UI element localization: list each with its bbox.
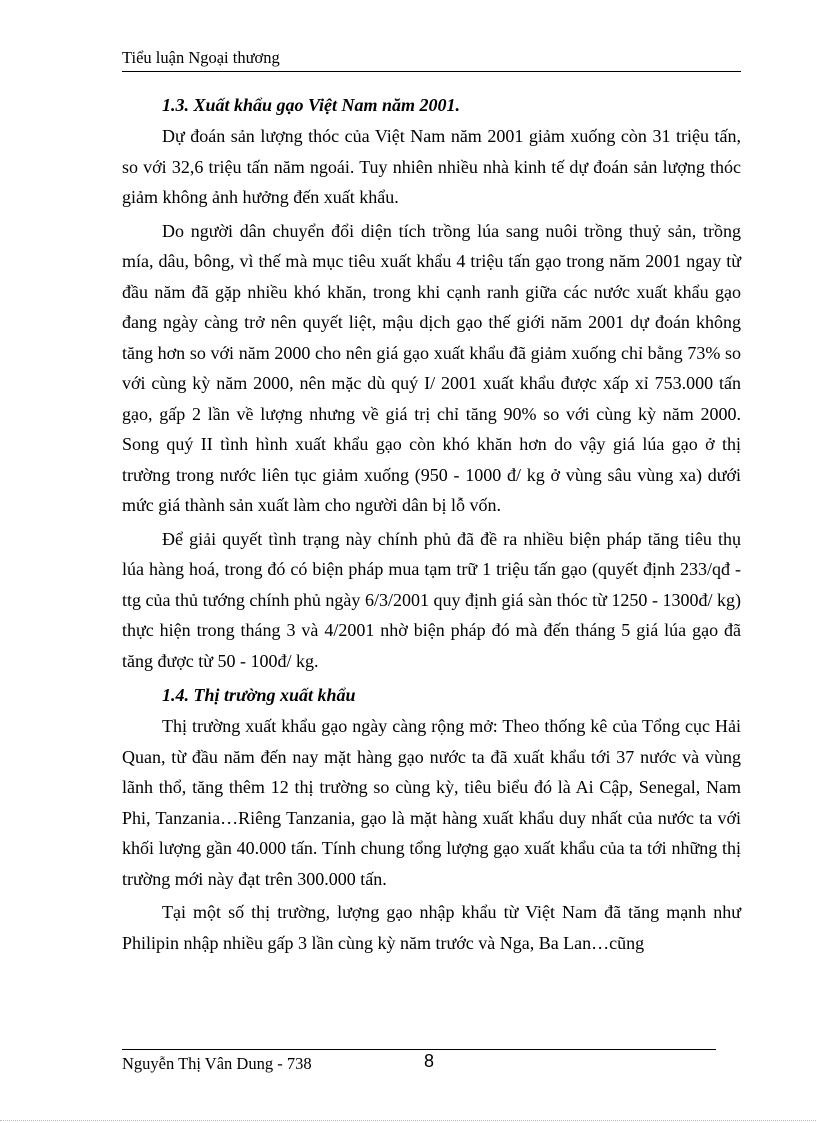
header-title: Tiểu luận Ngoại thương bbox=[122, 48, 280, 67]
section-title: 1.3. Xuất khẩu gạo Việt Nam năm 2001. bbox=[162, 95, 461, 115]
paragraph: Tại một số thị trường, lượng gạo nhập khẩu từ Việt Nam đã tăng mạnh như Philipin nhập nhiều gấp 3 lần cùng kỳ năm trước và Nga, Ba Lan…cũng bbox=[122, 902, 741, 953]
page-content bbox=[122, 89, 741, 961]
footer-author: Nguyễn Thị Vân Dung - 738 bbox=[122, 1054, 312, 1073]
header-rule bbox=[122, 71, 741, 72]
paragraph: Dự đoán sản lượng thóc của Việt Nam năm 2001 giảm xuống còn 31 triệu tấn, so với 32,6 triệu tấn năm ngoái. Tuy nhiên nhiều nhà kinh tế dự đoán sản lượng thóc giảm không ảnh hưởng đến xuất khẩu. bbox=[122, 126, 741, 207]
paragraph: Do người dân chuyển đổi diện tích trồng lúa sang nuôi trồng thuỷ sản, trồng mía, dâu, bông, vì thế mà mục tiêu xuất khẩu 4 triệu tấn gạo trong năm 2001 ngay từ đầu năm đã gặp nhiều khó khăn, trong khi cạnh ranh giữa các nước xuất khẩu gạo đang ngày càng trở nên quyết liệt, mậu dịch gạo thế giới năm 2001 dự đoán không tăng hơn so với năm 2000 cho nên giá gạo xuất khẩu đã giảm xuống chỉ bằng 73% so với cùng kỳ năm 2000, nên mặc dù quý I/ 2001 xuất khẩu được xấp xỉ 753.000 tấn gạo, gấp 2 lần về lượng nhưng về giá trị chỉ tăng 90% so với cùng kỳ năm 2000. Song quý II tình hình xuất khẩu gạo còn khó khăn hơn do vậy giá lúa gạo ở thị trường trong nước liên tục giảm xuống (950 - 1000 đ/ kg ở vùng sâu vùng xa) dưới mức giá thành sản xuất làm cho người dân bị lỗ vốn. bbox=[122, 220, 741, 515]
page-number: 8 bbox=[424, 1051, 435, 1071]
section-title: 1.4. Thị trường xuất khẩu bbox=[162, 685, 356, 705]
page-footer bbox=[122, 1049, 716, 1076]
paragraph: Thị trường xuất khẩu gạo ngày càng rộng mở: Theo thống kê của Tổng cục Hải Quan, từ đầu năm đến nay mặt hàng gạo nước ta đã xuất khẩu tới 37 nước và vùng lãnh thổ, tăng thêm 12 thị trường so cùng kỳ, tiêu biểu đó là Ai Cập, Senegal, Nam Phi, Tanzania…Riêng Tanzania, gạo là mặt hàng xuất khẩu duy nhất của nước ta với khối lượng gần 40.000 tấn. Tính chung tổng lượng gạo xuất khẩu của ta tới những thị trường mới này đạt trên 300.000 tấn. bbox=[122, 716, 741, 889]
paragraph: Để giải quyết tình trạng này chính phủ đã đề ra nhiều biện pháp tăng tiêu thụ lúa hàng hoá, trong đó có biện pháp mua tạm trữ 1 triệu tấn gạo (quyết định 233/qđ - ttg của thủ tướng chính phủ ngày 6/3/2001 quy định giá sàn thóc từ 1250 - 1300đ/ kg) thực hiện trong tháng 3 và 4/2001 nhờ biện pháp đó mà đến tháng 5 giá lúa gạo đã tăng được từ 50 - 100đ/ kg. bbox=[122, 528, 741, 671]
footer-row bbox=[122, 1050, 716, 1076]
page-header bbox=[122, 46, 741, 72]
page-bottom-edge bbox=[0, 1120, 816, 1121]
